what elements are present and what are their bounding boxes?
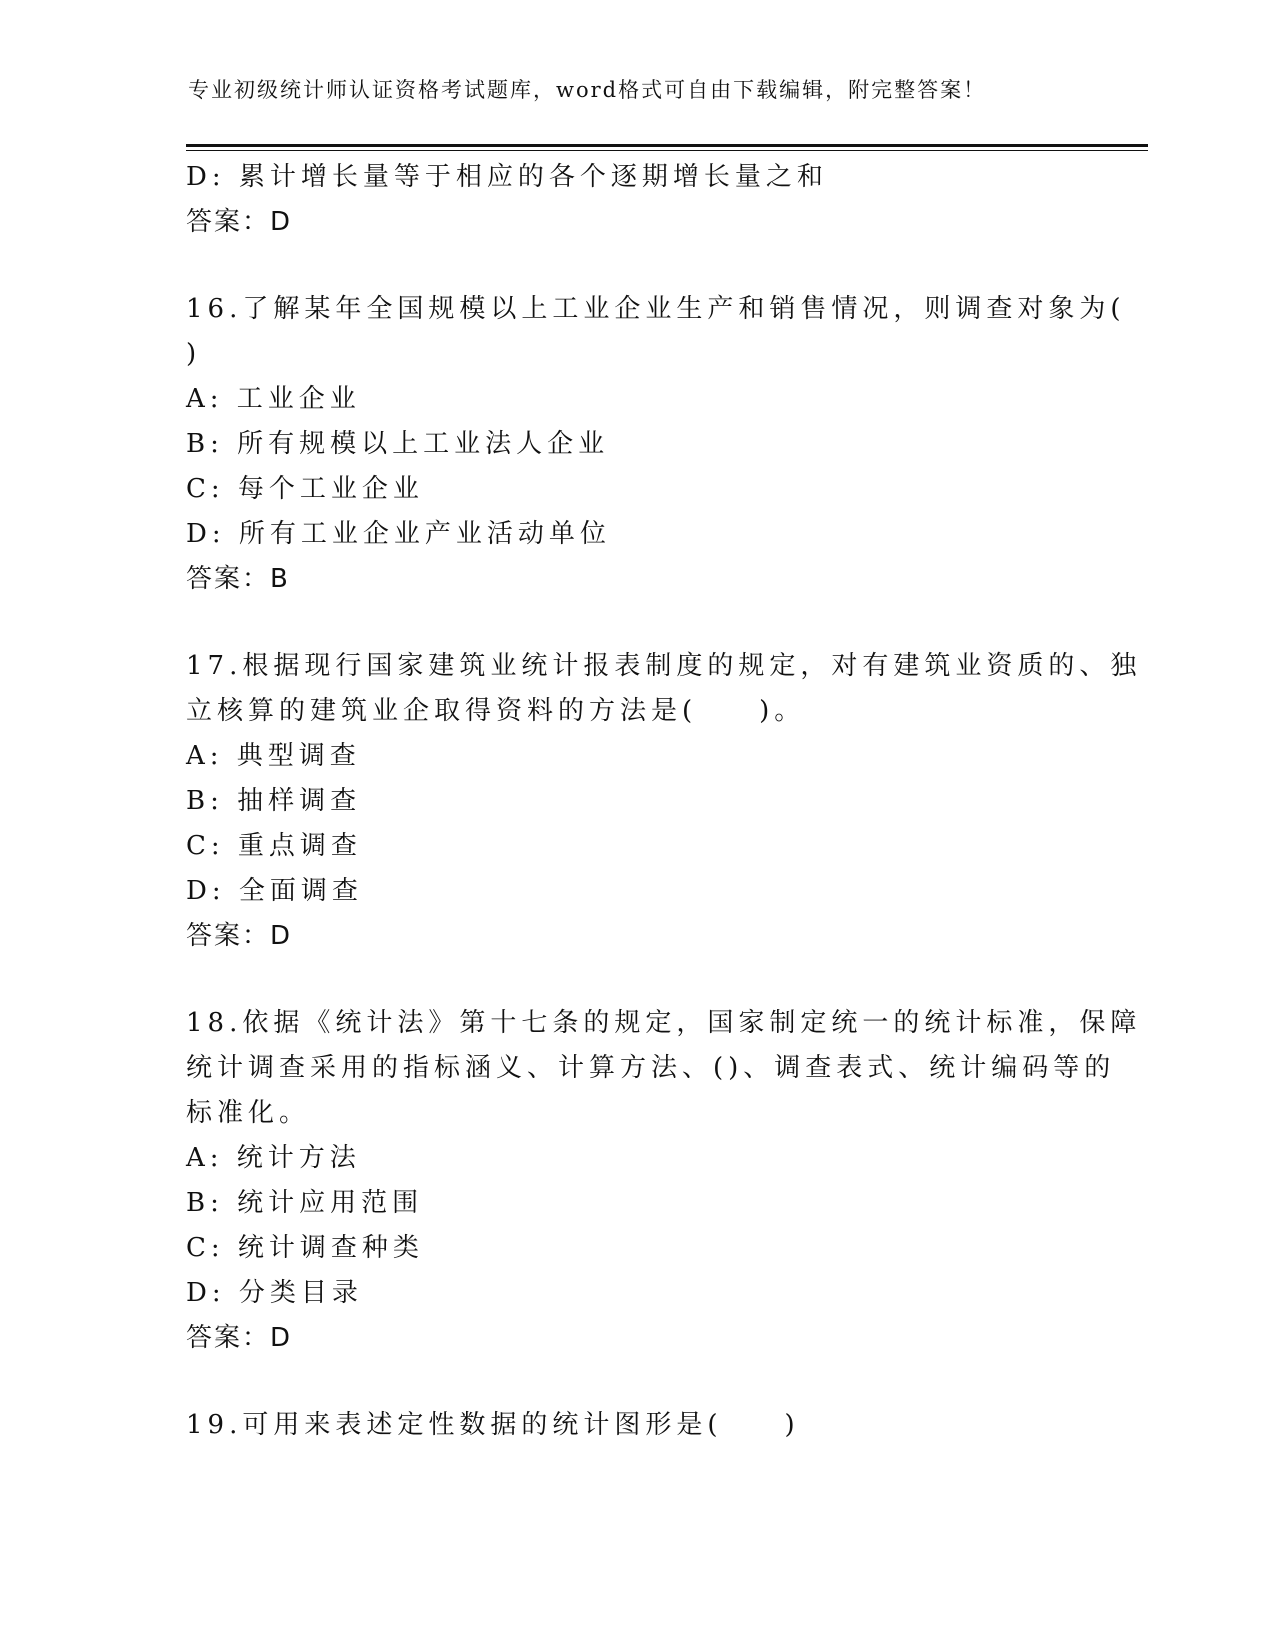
option-c: C: 每个工业企业 xyxy=(186,474,424,504)
option-d: D: 分类目录 xyxy=(186,1278,363,1308)
option-a: A: 典型调查 xyxy=(186,741,361,771)
option-b: B: 所有规模以上工业法人企业 xyxy=(186,429,610,459)
option-b: B: 抽样调查 xyxy=(186,786,362,816)
option-c: C: 统计调查种类 xyxy=(186,1233,424,1263)
question-text: 标准化。 xyxy=(186,1098,311,1128)
header-rule-thick xyxy=(186,144,1148,147)
question-content xyxy=(186,155,1142,1448)
option-b: B: 统计应用范围 xyxy=(186,1188,424,1218)
spacer xyxy=(186,959,1086,1001)
option-d: D: 全面调查 xyxy=(186,876,363,906)
answer: 答案：D xyxy=(186,921,293,951)
page-header: 专业初级统计师认证资格考试题库，word格式可自由下载编辑，附完整答案！ xyxy=(188,78,987,102)
question-18 xyxy=(186,1001,1142,1361)
answer: 答案：B xyxy=(186,564,290,594)
question-text: 19.可用来表述定性数据的统计图形是( ) xyxy=(186,1410,800,1440)
option-a: A: 工业企业 xyxy=(186,384,361,414)
question-17 xyxy=(186,644,1142,959)
option-c: C: 重点调查 xyxy=(186,831,362,861)
question-text: 18.依据《统计法》第十七条的规定，国家制定统一的统计标准，保障 xyxy=(186,1008,1142,1038)
question-19 xyxy=(186,1403,1086,1448)
spacer xyxy=(186,1361,1086,1403)
question-text: 统计调查采用的指标涵义、计算方法、()、调查表式、统计编码等的 xyxy=(186,1053,1116,1083)
question-text: 17.根据现行国家建筑业统计报表制度的规定，对有建筑业资质的、独 xyxy=(186,651,1142,681)
answer: 答案：D xyxy=(186,207,293,237)
spacer xyxy=(186,245,1086,287)
header-rule-thin xyxy=(186,150,1148,151)
previous-question-tail xyxy=(186,155,1086,245)
option-a: A: 统计方法 xyxy=(186,1143,361,1173)
question-text: 16.了解某年全国规模以上工业企业生产和销售情况，则调查对象为( xyxy=(186,294,1126,324)
option-d: D: 所有工业企业产业活动单位 xyxy=(186,519,611,549)
question-16 xyxy=(186,287,1126,602)
question-text: ) xyxy=(186,339,202,369)
question-text: 立核算的建筑业企取得资料的方法是( )。 xyxy=(186,696,806,726)
spacer xyxy=(186,602,1086,644)
option-d: D: 累计增长量等于相应的各个逐期增长量之和 xyxy=(186,162,828,192)
answer: 答案：D xyxy=(186,1323,293,1353)
